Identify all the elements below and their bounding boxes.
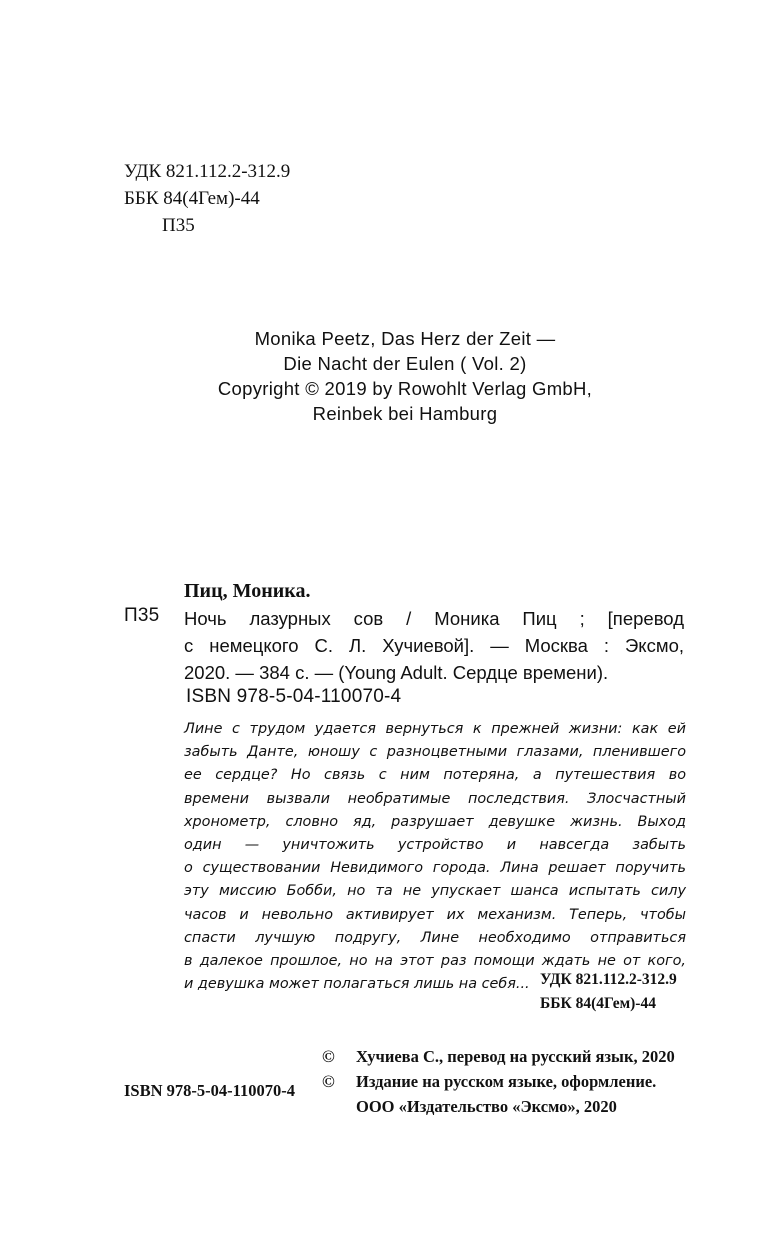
annotation-line: часов и невольно активирует их механизм. Теперь, чтобы: [184, 906, 686, 923]
udk-code: УДК 821.112.2-312.9: [124, 161, 291, 182]
original-edition-block: [150, 326, 660, 426]
annotation: [184, 718, 686, 996]
annotation-classification: [540, 968, 677, 1016]
annotation-line: эту миссию Бобби, но та не упускает шанса испытать силу: [184, 883, 686, 900]
copyright-icon: ©: [322, 1072, 335, 1091]
annotation-line: Лине с трудом удается вернуться к прежней жизни: как ей: [184, 721, 686, 737]
annotation-line: спасти лучшую подругу, Лине необходимо отправиться: [184, 929, 686, 946]
copyright-publisher-text: ООО «Издательство «Эксмо», 2020: [356, 1097, 617, 1116]
original-edition-line: Die Nacht der Eulen ( Vol. 2): [283, 353, 527, 374]
copyright-edition-text: Издание на русском языке, оформление.: [356, 1072, 657, 1091]
bib-line: 2020. — 384 с. — (Young Adult. Сердце времени).: [184, 662, 609, 683]
annotation-line: ее сердце? Но связь с ним потеряна, а путешествия во: [184, 767, 686, 784]
annotation-bbk: ББК 84(4Гем)-44: [540, 995, 656, 1012]
annotation-line: времени вызвали необратимые последствия. Злосчастный: [184, 790, 686, 807]
bib-line: Ночь лазурных сов / Моника Пиц ; [перевод: [184, 608, 684, 629]
annotation-line: в далекое прошлое, но на этот раз помощи ждать не от кого,: [184, 953, 686, 970]
isbn-bottom: ISBN 978-5-04-110070-4: [124, 1081, 295, 1100]
copyright-edition: [322, 1069, 675, 1094]
bib-description: [184, 605, 684, 686]
annotation-line: один — уничтожить устройство и навсегда забыть: [184, 837, 686, 854]
copyright-translation: [322, 1044, 675, 1069]
annotation-line: и девушка может полагаться лишь на себя...: [184, 976, 530, 993]
annotation-line: забыть Данте, юношу с разноцветными глазами, пленившего: [184, 744, 686, 761]
bib-isbn: ISBN 978-5-04-110070-4: [186, 686, 402, 707]
bib-line: с немецкого С. Л. Хучиевой]. — Москва : Эксмо,: [184, 635, 684, 656]
original-edition-line: Monika Peetz, Das Herz der Zeit —: [254, 328, 556, 349]
copyright-block: [322, 1044, 675, 1119]
annotation-line: о существовании Невидимого города. Лина решает поручить: [184, 860, 686, 877]
bib-code: П35: [124, 605, 160, 626]
bbk-code: ББК 84(4Гем)-44: [124, 188, 260, 209]
annotation-udk: УДК 821.112.2-312.9: [540, 971, 677, 988]
original-edition-line: Copyright © 2019 by Rowohlt Verlag GmbH,: [217, 378, 593, 399]
copyright-publisher: [322, 1094, 675, 1119]
author-mark: П35: [162, 215, 195, 236]
copyright-icon: ©: [322, 1047, 335, 1066]
original-edition-line: Reinbek bei Hamburg: [312, 403, 498, 424]
bib-author: Пиц, Моника.: [184, 580, 311, 602]
copyright-translation-text: Хучиева С., перевод на русский язык, 2020: [356, 1047, 675, 1066]
annotation-line: хронометр, словно яд, разрушает девушке жизнь. Выход: [184, 813, 686, 830]
